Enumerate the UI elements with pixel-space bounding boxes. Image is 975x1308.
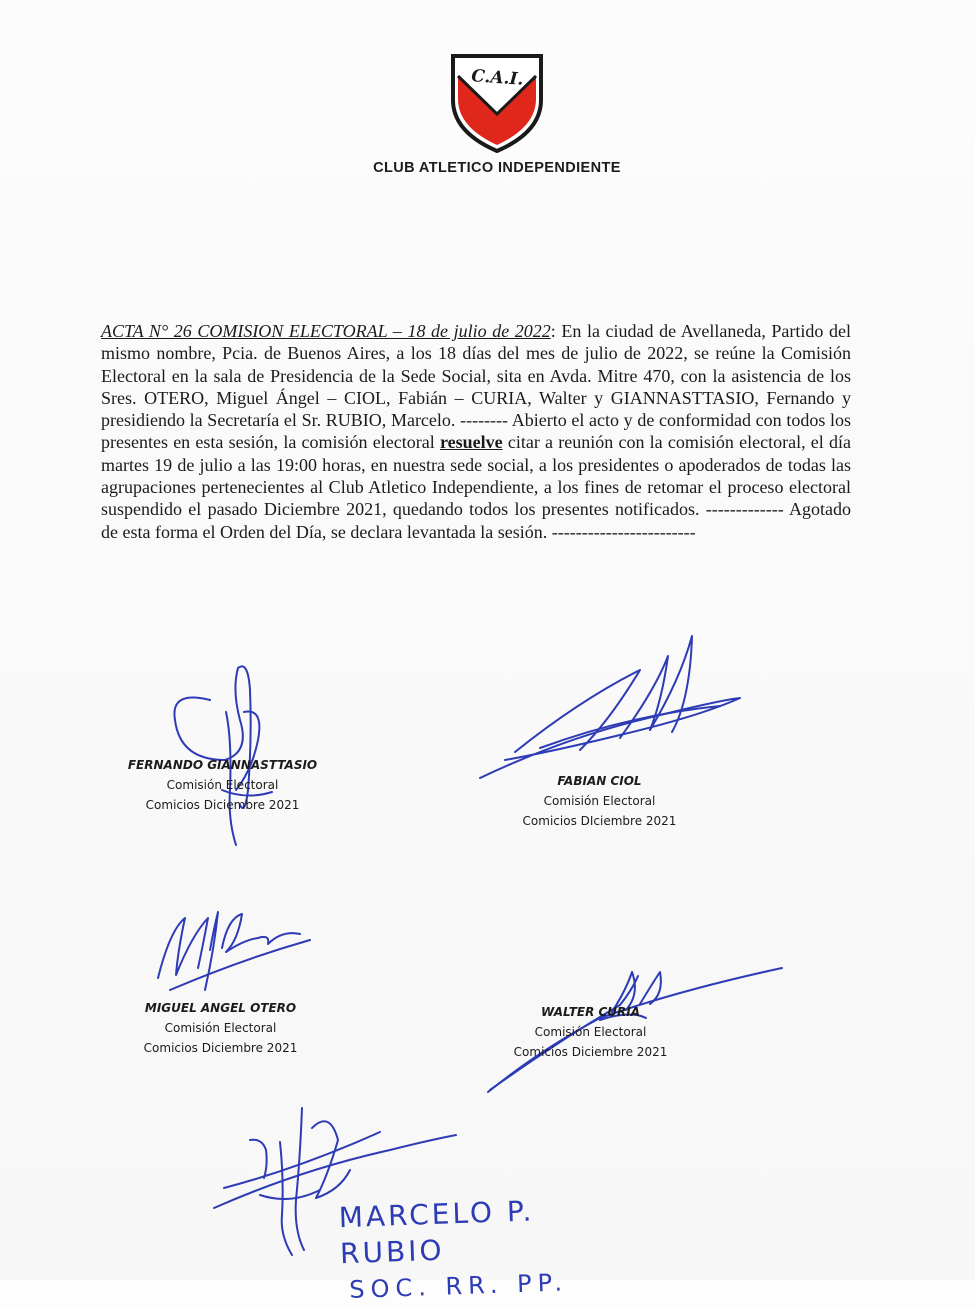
handwritten-title: SOC. RR. PP. (348, 1268, 569, 1304)
signer-name: MIGUEL ANGEL OTERO (144, 1001, 297, 1015)
signer-name: WALTER CURIA (540, 1005, 641, 1019)
club-crest-logo (447, 52, 547, 154)
acta-heading: ACTA N° 26 COMISION ELECTORAL – 18 de julio de 2022 (101, 321, 551, 341)
crest-text: C.A.I. (470, 66, 525, 90)
signer-role: Comisión Electoral (543, 794, 656, 808)
handwritten-signer-note (338, 1190, 642, 1308)
club-name: CLUB ATLETICO INDEPENDIENTE (373, 160, 621, 176)
signer-role: Comisión Electoral (164, 1021, 277, 1035)
signer-name: FABIAN CIOL (557, 774, 642, 788)
signer-period: Comicios Diciembre 2021 (145, 798, 300, 812)
signer-period: Comicios DIciembre 2021 (522, 814, 677, 828)
signer-role: Comisión Electoral (166, 778, 279, 792)
signer-period: Comicios Diciembre 2021 (143, 1041, 298, 1055)
signature-ciol-drawing (480, 636, 740, 778)
signature-block-giannasttasio (120, 755, 325, 815)
signature-block-otero (118, 998, 323, 1058)
handwritten-name: MARCELO P. RUBIO (338, 1194, 535, 1271)
signer-period: Comicios Diciembre 2021 (513, 1045, 668, 1059)
signature-otero-drawing (158, 912, 310, 990)
signer-name: FERNANDO GIANNASTTASIO (127, 758, 318, 772)
signer-role: Comisión Electoral (534, 1025, 647, 1039)
signature-block-ciol (497, 771, 702, 831)
acta-paragraph-1: : En la ciudad de Avellaneda, Partido del mismo nombre, Pcia. de Buenos Aires, a los 18 días del mes de julio de 2022, se reúne la Comisión Electoral en la sala de Presidencia de la Sede Social, sita en Avda. Mitre 470, con la asistencia de los Sres. OTERO, Miguel Ángel – CIOL, Fabián – CURIA, Walter y GIANNASTTASIO, Fernando y presidiendo la Secretaría el Sr. RUBIO, Marcelo. -------- Abierto el acto y de conformidad con todos los presentes en esta sesión, la comisión electoral (101, 321, 851, 453)
signature-block-curia (488, 1002, 693, 1062)
acta-resolve-word: resuelve (439, 432, 503, 453)
acta-body (101, 320, 851, 543)
acta-paragraph-2: citar a reunión con la comisión electoral, el día martes 19 de julio a las 19:00 horas, en nuestra sede social, a los presidentes o apoderados de todas las agrupaciones pertenecientes al Club Atletico Independiente, a los fines de retomar el proceso electoral suspendido el pasado Diciembre 2021, quedando todos los presentes notificados. ------------- Agotado de esta forma el Orden del Día, se declara levantada la sesión. ------------------------ (101, 432, 852, 542)
